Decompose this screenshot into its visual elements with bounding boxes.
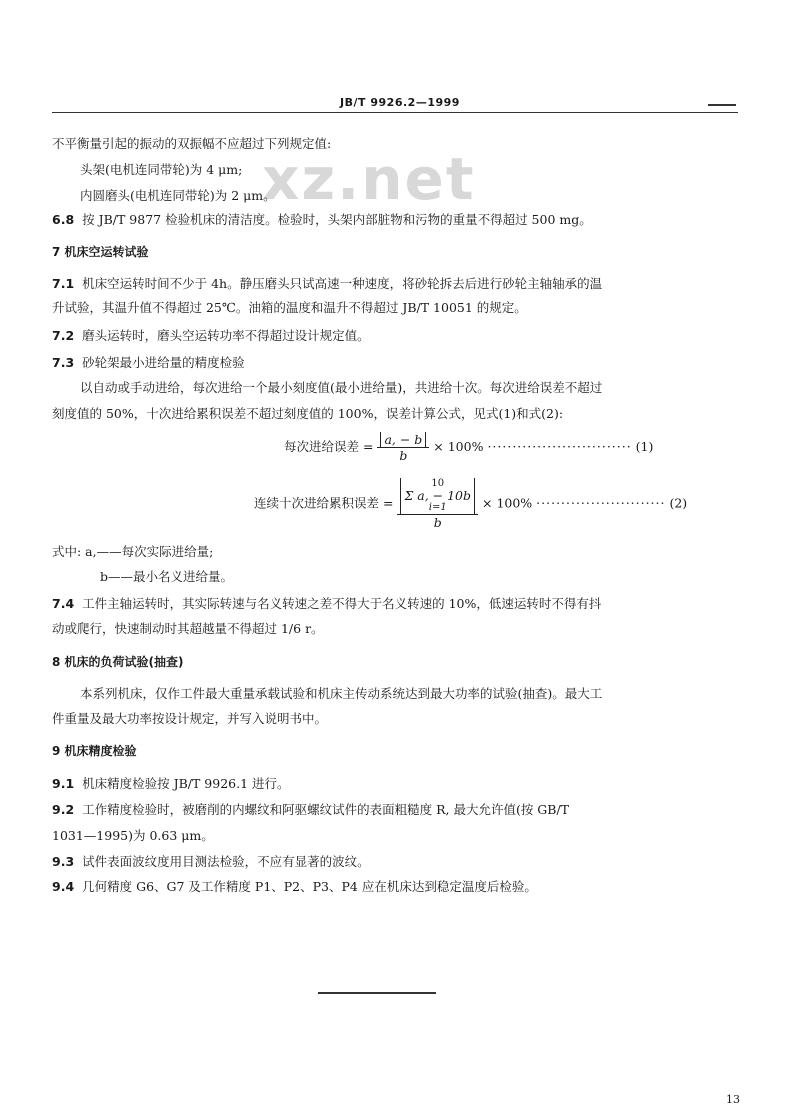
clause-number: 7.3 xyxy=(52,355,75,370)
clause-number: 9.4 xyxy=(52,879,75,894)
clause-text: 几何精度 G6、G7 及工作精度 P1、P2、P3、P4 应在机床达到稳定温度后检验。 xyxy=(82,879,537,894)
formula-tail: × 100% xyxy=(482,495,533,511)
formula-label: 每次进给误差 = xyxy=(284,439,374,454)
clause-text: 试件表面波纹度用目测法检验，不应有显著的波纹。 xyxy=(82,854,370,869)
where-line: 式中: a,——每次实际进给量; xyxy=(52,544,214,559)
formula-tail: × 100% xyxy=(433,439,484,454)
formula-numerator xyxy=(400,478,475,514)
formula-2 xyxy=(254,478,687,530)
paragraph-line: 件重量及最大功率按设计规定，并写入说明书中。 xyxy=(52,711,328,726)
clause-9-2 xyxy=(52,802,569,818)
paragraph-line: 动或爬行，快速制动时其超越量不得超过 1/6 r。 xyxy=(52,621,324,636)
formula-label: 连续十次进给累积误差 = xyxy=(254,495,394,511)
formula-number: (1) xyxy=(635,439,654,454)
formula-denominator: b xyxy=(399,448,408,463)
formula-denominator: b xyxy=(433,515,442,530)
clause-number: 7.4 xyxy=(52,596,75,611)
formula-fraction xyxy=(377,432,429,463)
clause-7-4 xyxy=(52,596,601,612)
section-heading-7: 7 机床空运转试验 xyxy=(52,245,149,259)
clause-number: 6.8 xyxy=(52,212,75,227)
end-rule xyxy=(318,992,436,994)
sum-expression: Σ a, − 10b xyxy=(404,488,472,503)
clause-number: 9.3 xyxy=(52,854,75,869)
paragraph-line: 刻度值的 50%，十次进给累积误差不超过刻度值的 100%，误差计算公式，见式(1)和式(2): xyxy=(52,406,564,421)
clause-text: 机床精度检验按 JB/T 9926.1 进行。 xyxy=(82,776,290,791)
clause-text: 砂轮架最小进给量的精度检验 xyxy=(82,355,245,370)
clause-7-2 xyxy=(52,328,370,344)
section-heading-9: 9 机床精度检验 xyxy=(52,744,137,758)
paragraph-line: 内圆磨头(电机连同带轮)为 2 μm。 xyxy=(80,188,276,203)
clause-7-1 xyxy=(52,276,602,292)
watermark: xz.net xyxy=(262,145,476,213)
paragraph-line: 本系列机床，仅作工件最大重量承载试验和机床主传动系统达到最大功率的试验(抽查)。最大工 xyxy=(80,686,603,701)
header-rule xyxy=(52,112,738,113)
clause-9-1 xyxy=(52,776,290,792)
formula-leader: ····························· xyxy=(487,439,632,454)
clause-text: 工作精度检验时，被磨削的内螺纹和阿驱螺纹试件的表面粗糙度 R, 最大允许值(按 GB/T xyxy=(82,802,570,817)
standard-header: JB/T 9926.2—1999 xyxy=(340,96,460,109)
clause-number: 7.2 xyxy=(52,328,75,343)
clause-7-3 xyxy=(52,355,245,371)
clause-text: 工件主轴运转时，其实际转速与名义转速之差不得大于名义转速的 10%，低速运转时不得有抖 xyxy=(82,596,602,611)
where-line: b——最小名义进给量。 xyxy=(100,569,234,584)
paragraph-line: 升试验，其温升值不得超过 25℃。油箱的温度和温升不得超过 JB/T 10051 的规定。 xyxy=(52,300,527,315)
clause-text: 机床空运转时间不少于 4h。静压磨头只试高速一种速度，将砂轮拆去后进行砂轮主轴轴承的温 xyxy=(82,276,603,291)
header-mark xyxy=(708,104,736,106)
clause-6-8 xyxy=(52,212,592,228)
clause-9-3 xyxy=(52,854,370,870)
paragraph-line: 不平衡量引起的振动的双振幅不应超过下列规定值: xyxy=(52,136,332,151)
clause-number: 7.1 xyxy=(52,276,75,291)
clause-text: 磨头运转时，磨头空运转功率不得超过设计规定值。 xyxy=(82,328,370,343)
clause-number: 9.1 xyxy=(52,776,75,791)
formula-fraction xyxy=(397,478,478,530)
formula-number: (2) xyxy=(669,495,688,511)
sum-lower-limit: i=1 xyxy=(428,502,447,513)
paragraph-line: 以自动或手动进给，每次进给一个最小刻度值(最小进给量)，共进给十次。每次进给误差不超过 xyxy=(80,380,603,395)
page-number: 13 xyxy=(726,1093,740,1106)
formula-1 xyxy=(284,432,653,463)
formula-leader: ·························· xyxy=(536,495,666,511)
paragraph-line: 1031—1995)为 0.63 μm。 xyxy=(52,828,214,843)
clause-text: 按 JB/T 9877 检验机床的清洁度。检验时，头架内部脏物和污物的重量不得超过 500 mg。 xyxy=(82,212,592,227)
formula-numerator: a, − b xyxy=(380,432,426,447)
clause-number: 9.2 xyxy=(52,802,75,817)
section-heading-8: 8 机床的负荷试验(抽查) xyxy=(52,655,184,669)
clause-9-4 xyxy=(52,879,537,895)
sum-upper-limit: 10 xyxy=(431,478,445,489)
paragraph-line: 头架(电机连同带轮)为 4 μm; xyxy=(80,162,243,177)
